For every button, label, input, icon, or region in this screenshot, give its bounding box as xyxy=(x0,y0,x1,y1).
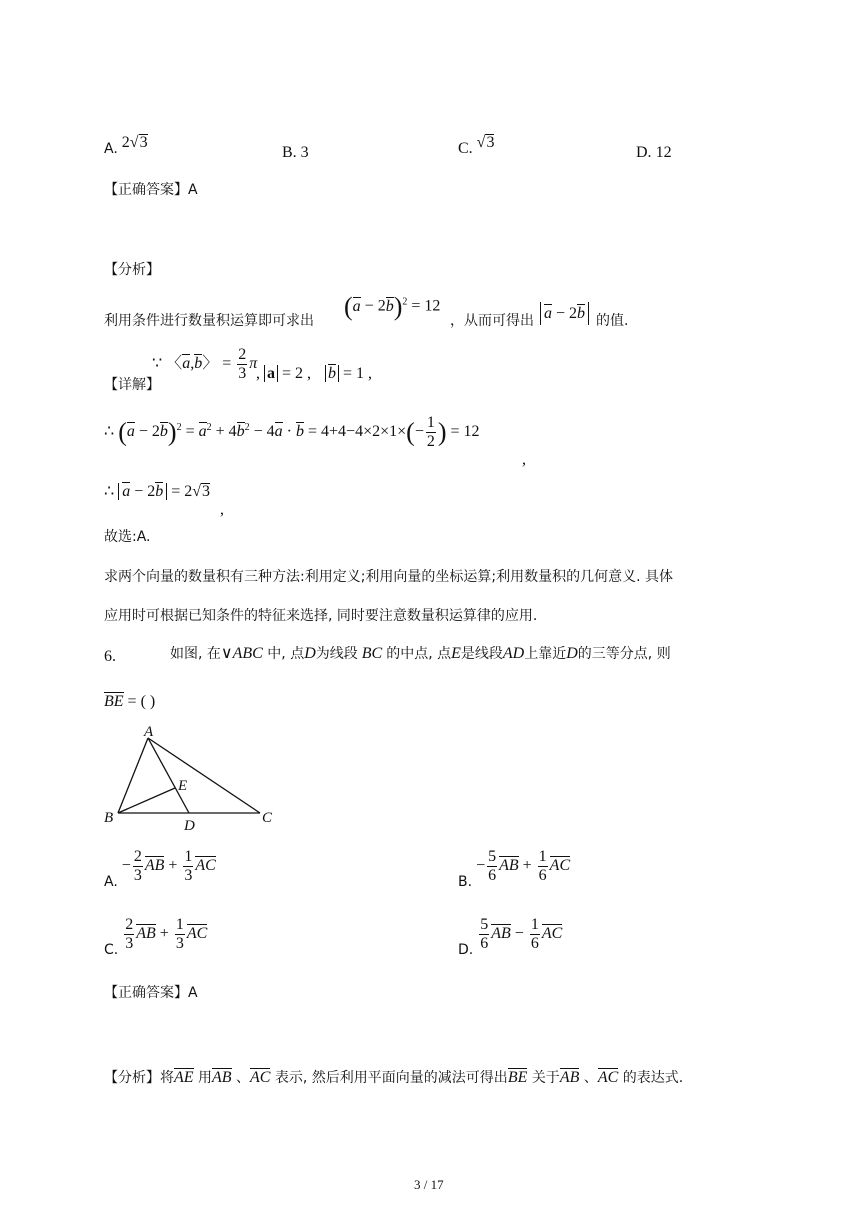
point-e-label: E xyxy=(178,778,188,794)
q6-option-a: A. − $\frac{2}{3}$ AB + $\frac{1}{3}$ AC xyxy=(104,848,216,891)
q5-option-d: D. 12 xyxy=(636,144,672,161)
page-footer: 3 / 17 xyxy=(414,1177,444,1192)
q5-option-c: C. √3 xyxy=(458,134,495,157)
vertex-a-label: A xyxy=(144,724,154,740)
q5-note-line-2: 应用时可根据已知条件的特征来选择, 同时要注意数量积运算律的应用. xyxy=(104,608,538,624)
q6-blank: BE = ( ) xyxy=(104,693,156,710)
q5-analysis-formula-2: a − 2b xyxy=(540,302,589,325)
q5-analysis-pre: 利用条件进行数量积运算即可求出 xyxy=(104,313,314,329)
q6-option-d: D. $\frac{5}{6}$ AB − $\frac{1}{6}$ AC xyxy=(458,916,563,959)
q6-number: 6. xyxy=(104,648,116,665)
q5-option-b: B. 3 xyxy=(282,144,309,161)
vertex-b-label: B xyxy=(104,810,114,826)
q5-note-line-1: 求两个向量的数量积有三种方法:利用定义;利用向量的坐标运算;利用数量积的几何意义. 具体 xyxy=(104,569,674,585)
q5-analysis-mid: ，从而可得出 xyxy=(450,313,534,329)
vertex-c-label: C xyxy=(262,810,273,826)
q5-given-angle: ∵ 〈a,b〉 = $\frac{2}{3}$ π xyxy=(152,346,258,382)
q6-answer: 【正确答案】A xyxy=(104,985,198,1001)
q5-given-norms: , a = 2 , b = 1 , xyxy=(256,365,373,382)
q5-choice: 故选:A. xyxy=(104,529,151,545)
triangle-figure xyxy=(100,722,290,832)
q6-option-c: C. $\frac{2}{3}$ AB + $\frac{1}{3}$ AC xyxy=(104,916,208,959)
q5-analysis-formula-1: $(a - 2b)^2 = 12$ xyxy=(344,292,441,321)
q5-option-a-value: 2√3 xyxy=(121,134,148,151)
q6-stem: 如图, 在∨ABC 中, 点D为线段 BC 的中点, 点E是线段AD上靠近D的三等分点, 则 xyxy=(170,645,671,662)
q5-option-a-label: A. xyxy=(104,141,118,157)
q5-answer: 【正确答案】A xyxy=(104,182,198,198)
q5-step-1: ∴ $(a - 2b)^2 = a^2 + 4b^2 - 4a \cdot b = 4+4-4\times 2\times 1\times(-$ $\frac{1}{2}$ ) = 12 xyxy=(104,414,480,450)
q5-analysis-post: 的值. xyxy=(596,313,629,329)
q6-analysis: 【分析】将AE 用AB 、AC 表示, 然后利用平面向量的减法可得出BE 关于AB 、AC 的表达式. xyxy=(104,1069,684,1086)
q5-analysis-title: 【分析】 xyxy=(104,262,160,278)
q5-detail-title: 【详解】 xyxy=(104,377,160,393)
point-d-label: D xyxy=(184,818,195,832)
q5-step-2: ∴ a − 2b = 2√3 xyxy=(104,483,211,500)
q6-option-b: B. − $\frac{5}{6}$ AB + $\frac{1}{6}$ AC xyxy=(458,848,571,891)
q5-option-a xyxy=(104,134,148,158)
